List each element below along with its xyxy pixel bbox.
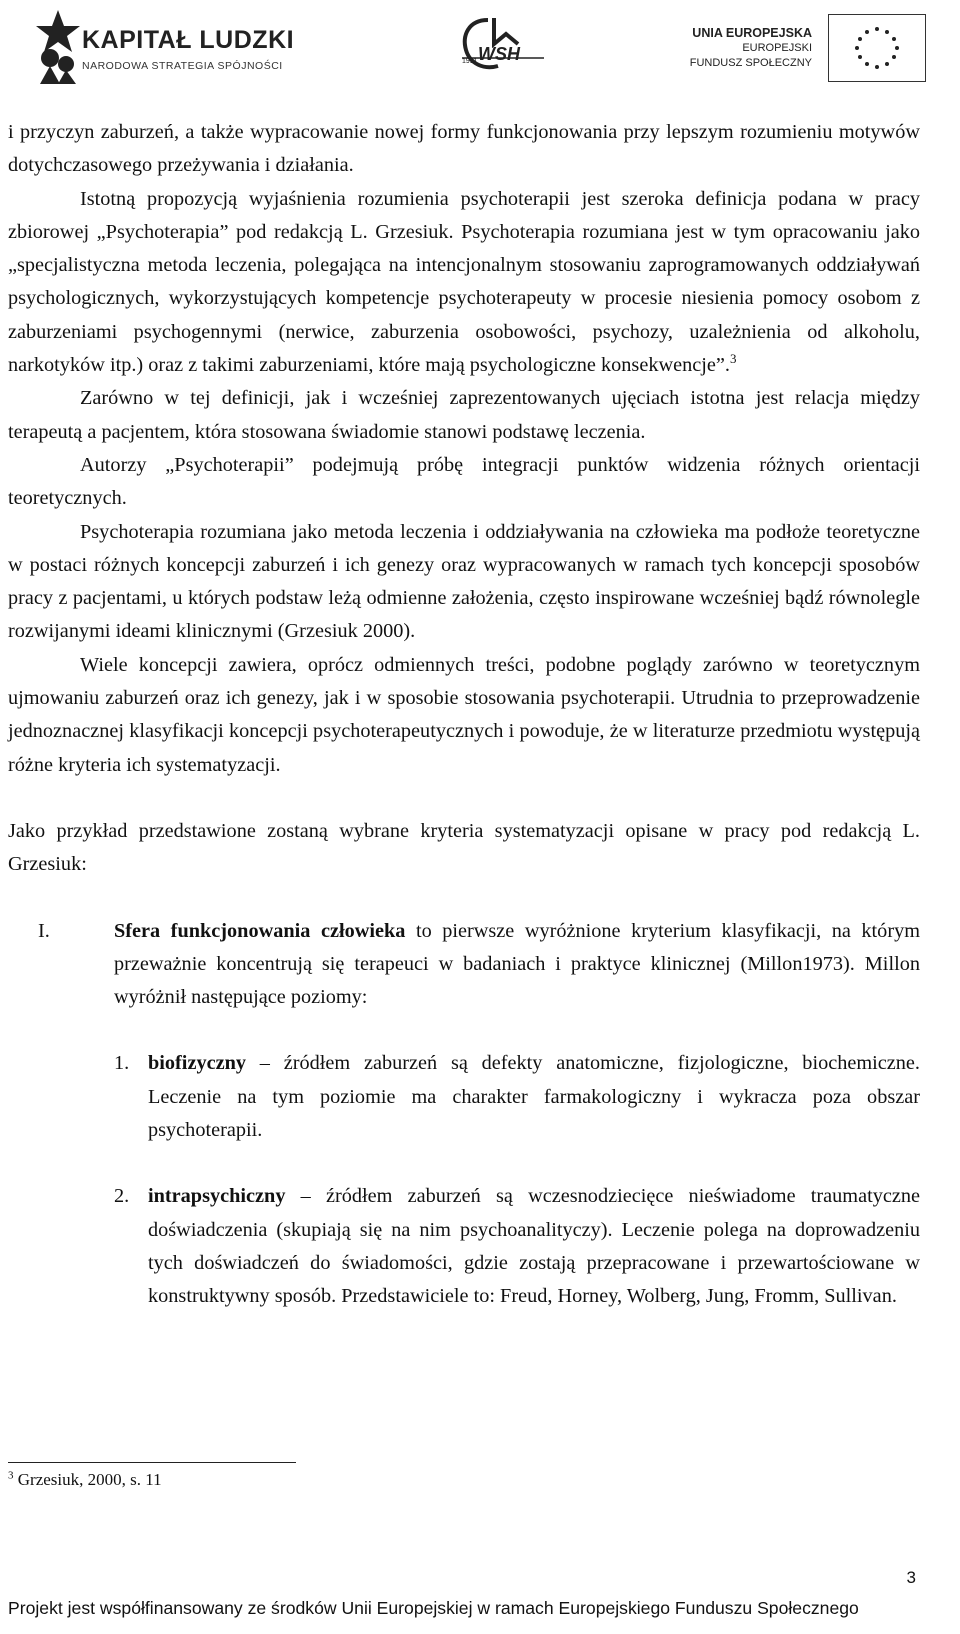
wsh-logo-text: WSH [478,44,520,64]
page-footer: Projekt jest współfinansowany ze środków Unii Europejskiej w ramach Europejskiego Funduszu Społecznego [8,1598,859,1618]
eu-flag-icon [828,14,926,82]
list-item-term: biofizyczny [148,1052,247,1075]
footnote-divider [8,1462,296,1463]
footnote-ref: 3 [729,351,737,367]
footnote [8,1470,162,1490]
paragraph-2 [8,183,920,383]
page-number: 3 [906,1568,916,1587]
eu-logo-text [690,26,812,71]
paragraph-5: Psychoterapia rozumiana jako metoda leczenia i oddziaływania na człowieka ma podłoże teoretyczne w postaci różnych koncepcji zaburzeń i ich genezy oraz wypracowanych w ramach tych koncepcji sposobów pracy z pacjentami, u których podstaw leżą odmienne założenia, często inspirowane wcześniej bądź równolegle rozwijanymi ideami klinicznymi (Grzesiuk 2000). [8,520,920,643]
paragraph-7: Jako przykład przedstawione zostaną wybrane kryteria systematyzacji opisane w pracy pod redakcją L. Grzesiuk: [8,819,920,876]
paragraph-3: Zarówno w tej definicji, jak i wcześniej zaprezentowanych ujęciach istotna jest relacja między terapeutą a pacjentem, która stosowana świadomie stanowi podstawę leczenia. [8,387,920,443]
list-item-term: intrapsychiczny [148,1185,286,1208]
paragraph-4: Autorzy „Psychoterapii” podejmują próbę integracji punktów widzenia różnych orientacji teoretycznych. [8,453,920,510]
eu-line1: UNIA EUROPEJSKA [692,26,812,40]
footnote-number: 3 [8,1469,14,1482]
wsh-logo-year: 1991 [462,58,478,65]
kapital-ludzki-emblem-icon [36,8,80,84]
page-header [0,0,960,96]
kapital-ludzki-subtitle: NARODOWA STRATEGIA SPÓJNOŚCI [82,60,283,72]
list-item [8,1180,920,1313]
paragraph-2-text: Istotną propozycją wyjaśnienia rozumienia psychoterapii jest szeroka definicja podana w pracy zbiorowej „Psychoterapia” pod redakcją L. Grzesiuk. Psychoterapia rozumiana jest w tym opracowaniu jako „specjalistyczna metoda leczenia, polegająca na intencjonalnym stosowaniu zaprogramowanych oddziaływań psychologicznych, wykorzystujących kompetencje psychoterapeuty w procesie niesienia pomocy osobom z zaburzeniami psychogennymi (nerwice, zaburzenia osobowości, psychozy, uzależnienia od alkoholu, narkotyków itp.) oraz z takimi zaburzeniami, które mają psychologiczne konsekwencje”. [8,187,920,377]
footnote-text: Grzesiuk, 2000, s. 11 [13,1470,162,1489]
list-item-text: – źródłem zaburzeń są defekty anatomiczne, fizjologiczne, biochemiczne. Leczenie na tym poziomie ma charakter farmakologiczny i wykracza poza obszar psychoterapii. [148,1052,920,1142]
list-item-number: 2. [114,1185,130,1208]
eu-line2: EUROPEJSKI [742,42,812,54]
paragraph-6: Wiele koncepcji zawiera, oprócz odmiennych treści, podobne poglądy zarówno w teoretycznym ujmowaniu zaburzeń oraz ich genezy, jak i w sposobie stosowania psychoterapii. Utrudnia to przeprowadzenie jednoznacznej klasyfikacji koncepcji psychoterapeutycznych i powoduje, że w literaturze przedmiotu występują różne kryteria ich systematyzacji. [8,653,920,776]
kapital-ludzki-title: KAPITAŁ LUDZKI [82,26,295,54]
paragraph-1: i przyczyn zaburzeń, a także wypracowanie nowej formy funkcjonowania przy lepszym rozumieniu motywów dotychczasowego przeżywania i działania. [8,121,920,177]
list-item-i-text: to pierwsze wyróżnione kryterium klasyfikacji, na którym przeważnie koncentrują się terapeuci w badaniach i praktyce klinicznej (Millon1973). Millon wyróżnił następujące poziomy: [114,919,920,1009]
list-item-i [8,915,920,1015]
kapital-ludzki-logo [36,8,336,88]
list-item [8,1047,920,1147]
eu-line3: FUNDUSZ SPOŁECZNY [689,57,812,69]
list-item-number: 1. [114,1052,130,1075]
list-item-text: – źródłem zaburzeń są wczesnodziecięce nieświadome traumatyczne doświadczenia (skupiają się na nim psychoanalityczy). Leczenie polega na doprowadzeniu tych doświadczeń do świadomości, gdzie zostają przepracowane i przewartościowane w konstruktywny sposób. Przedstawiciele to: Freud, Horney, Wolberg, Jung, Fromm, Sullivan. [148,1185,920,1308]
document-body [8,116,920,1314]
list-item-i-number: I. [38,919,50,942]
list-item-i-term: Sfera funkcjonowania człowieka [114,919,406,942]
